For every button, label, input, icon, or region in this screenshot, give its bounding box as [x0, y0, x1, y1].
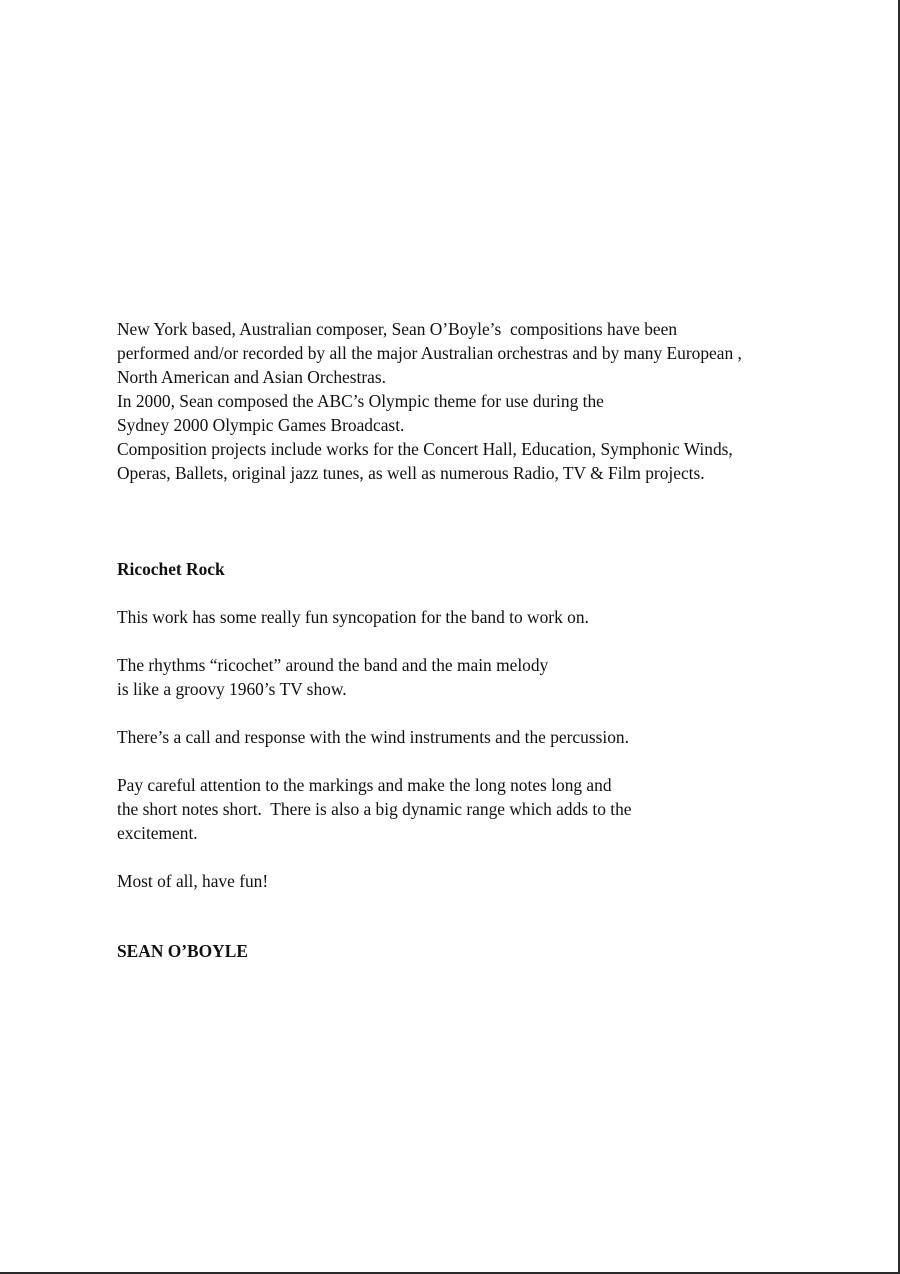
program-note-paragraph	[117, 725, 877, 749]
paragraph-line: This work has some really fun syncopation for the band to work on.	[117, 607, 589, 627]
bio-line: Composition projects include works for the Concert Hall, Education, Symphonic Winds,	[117, 439, 733, 459]
composer-signature: SEAN O’BOYLE	[117, 941, 248, 961]
bio-line: Operas, Ballets, original jazz tunes, as well as numerous Radio, TV & Film projects.	[117, 463, 705, 483]
paragraph-line: is like a groovy 1960’s TV show.	[117, 679, 347, 699]
bio-line: In 2000, Sean composed the ABC’s Olympic theme for use during the	[117, 391, 604, 411]
composer-bio	[117, 317, 877, 485]
paragraph-line: excitement.	[117, 823, 198, 843]
program-note-paragraph	[117, 605, 877, 629]
paragraph-line: Most of all, have fun!	[117, 871, 269, 891]
program-note-paragraph	[117, 869, 877, 893]
paragraph-line: the short notes short. There is also a big dynamic range which adds to the	[117, 799, 632, 819]
paragraph-line: The rhythms “ricochet” around the band and the main melody	[117, 655, 549, 675]
bio-line: performed and/or recorded by all the major Australian orchestras and by many European ,	[117, 343, 742, 363]
program-note-paragraph	[117, 653, 877, 701]
paragraph-line: There’s a call and response with the wind instruments and the percussion.	[117, 727, 629, 747]
bio-line: Sydney 2000 Olympic Games Broadcast.	[117, 415, 405, 435]
program-note-paragraph	[117, 773, 877, 845]
bio-line: New York based, Australian composer, Sean O’Boyle’s compositions have been	[117, 319, 678, 339]
paragraph-line: Pay careful attention to the markings and make the long notes long and	[117, 775, 612, 795]
page-content	[117, 317, 877, 963]
piece-title: Ricochet Rock	[117, 559, 225, 579]
bio-line: North American and Asian Orchestras.	[117, 367, 386, 387]
